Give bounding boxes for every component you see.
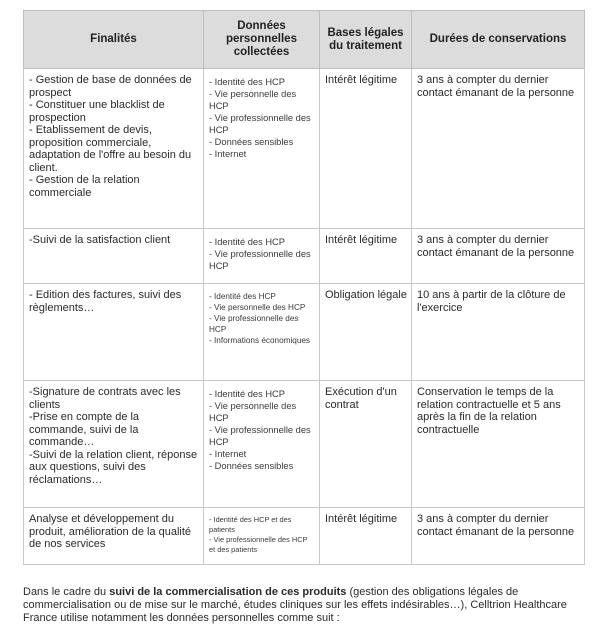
donnee-line: - Identité des HCP — [209, 389, 285, 399]
footer-paragraph — [23, 586, 593, 625]
donnee-line: - Internet — [209, 449, 247, 459]
donnee-line: - Données sensibles — [209, 461, 294, 471]
cell-donnees — [204, 229, 320, 284]
footer-text-before: Dans le cadre du — [23, 586, 110, 598]
cell-finalites — [24, 69, 204, 229]
donnee-line: - Internet — [209, 149, 247, 159]
finalite-line: -Suivi de la satisfaction client — [29, 234, 171, 246]
donnee-line: - Identité des HCP — [209, 77, 285, 87]
donnee-line: - Vie personnelle des HCP — [209, 303, 306, 312]
cell-donnees — [204, 69, 320, 229]
cell-bases: Intérêt légitime — [320, 69, 412, 229]
header-donnees: Données personnelles collectées — [204, 11, 320, 69]
header-durees: Durées de conservations — [412, 11, 585, 69]
header-bases: Bases légales du traitement — [320, 11, 412, 69]
finalite-line: - Constituer une blacklist de prospection — [29, 99, 165, 124]
cell-finalites — [24, 284, 204, 381]
donnee-line: - Identité des HCP — [209, 237, 285, 247]
donnee-line: - Informations économiques — [209, 336, 311, 345]
cell-donnees — [204, 508, 320, 565]
header-finalites: Finalités — [24, 11, 204, 69]
table-row — [24, 69, 585, 229]
table-row — [24, 284, 585, 381]
cell-finalites — [24, 229, 204, 284]
cell-finalites — [24, 381, 204, 508]
cell-durees: 3 ans à compter du dernier contact émanant de la personne — [412, 69, 585, 229]
cell-durees: 3 ans à compter du dernier contact émanant de la personne — [412, 508, 585, 565]
finalite-line: Analyse et développement du produit, amélioration de la qualité de nos services — [29, 513, 192, 550]
cell-donnees — [204, 284, 320, 381]
finalite-line: - Edition des factures, suivi des règlements… — [29, 289, 182, 314]
footer-text-bold: suivi de la commercialisation de ces produits — [109, 586, 347, 598]
cell-bases: Intérêt légitime — [320, 508, 412, 565]
cell-finalites — [24, 508, 204, 565]
table-row — [24, 508, 585, 565]
data-processing-table — [23, 10, 585, 565]
cell-durees: 3 ans à compter du dernier contact émanant de la personne — [412, 229, 585, 284]
donnee-line: - Identité des HCP — [209, 292, 276, 301]
donnee-line: - Identité des HCP et des patients — [209, 515, 292, 534]
cell-durees: 10 ans à partir de la clôture de l'exercice — [412, 284, 585, 381]
donnee-line: - Vie professionnelle des HCP — [209, 314, 299, 334]
finalite-line: - Gestion de base de données de prospect — [29, 74, 192, 99]
table-header-row — [24, 11, 585, 69]
donnee-line: - Vie personnelle des HCP — [209, 401, 297, 423]
donnee-line: - Vie personnelle des HCP — [209, 89, 297, 111]
footer-text-after: (gestion des obligations légales de commercialisation ou de mise sur le marché, études cliniques sur les effets indésirables…), Celltrion Healthcare France utilise notamment les données personnelles comme suit : — [23, 586, 567, 624]
donnee-line: - Vie professionnelle des HCP — [209, 425, 311, 447]
cell-durees: Conservation le temps de la relation contractuelle et 5 ans après la fin de la relation contractuelle — [412, 381, 585, 508]
finalite-line: -Suivi de la relation client, réponse aux questions, suivi des réclamations… — [29, 448, 198, 486]
table-row — [24, 229, 585, 284]
cell-bases: Exécution d'un contrat — [320, 381, 412, 508]
finalite-line: - Gestion de la relation commerciale — [29, 174, 140, 199]
cell-bases: Obligation légale — [320, 284, 412, 381]
donnee-line: - Vie professionnelle des HCP — [209, 113, 311, 135]
donnee-line: - Données sensibles — [209, 137, 294, 147]
finalite-line: - Etablissement de devis, proposition commerciale, adaptation de l'offre au besoin du client. — [29, 124, 192, 174]
donnee-line: - Vie professionnelle des HCP — [209, 249, 311, 271]
cell-bases: Intérêt légitime — [320, 229, 412, 284]
donnee-line: - Vie professionnelle des HCP et des patients — [209, 535, 308, 554]
finalite-line: -Signature de contrats avec les clients — [29, 386, 181, 411]
finalite-line: -Prise en compte de la commande, suivi de la commande… — [29, 411, 140, 448]
table-row — [24, 381, 585, 508]
cell-donnees — [204, 381, 320, 508]
